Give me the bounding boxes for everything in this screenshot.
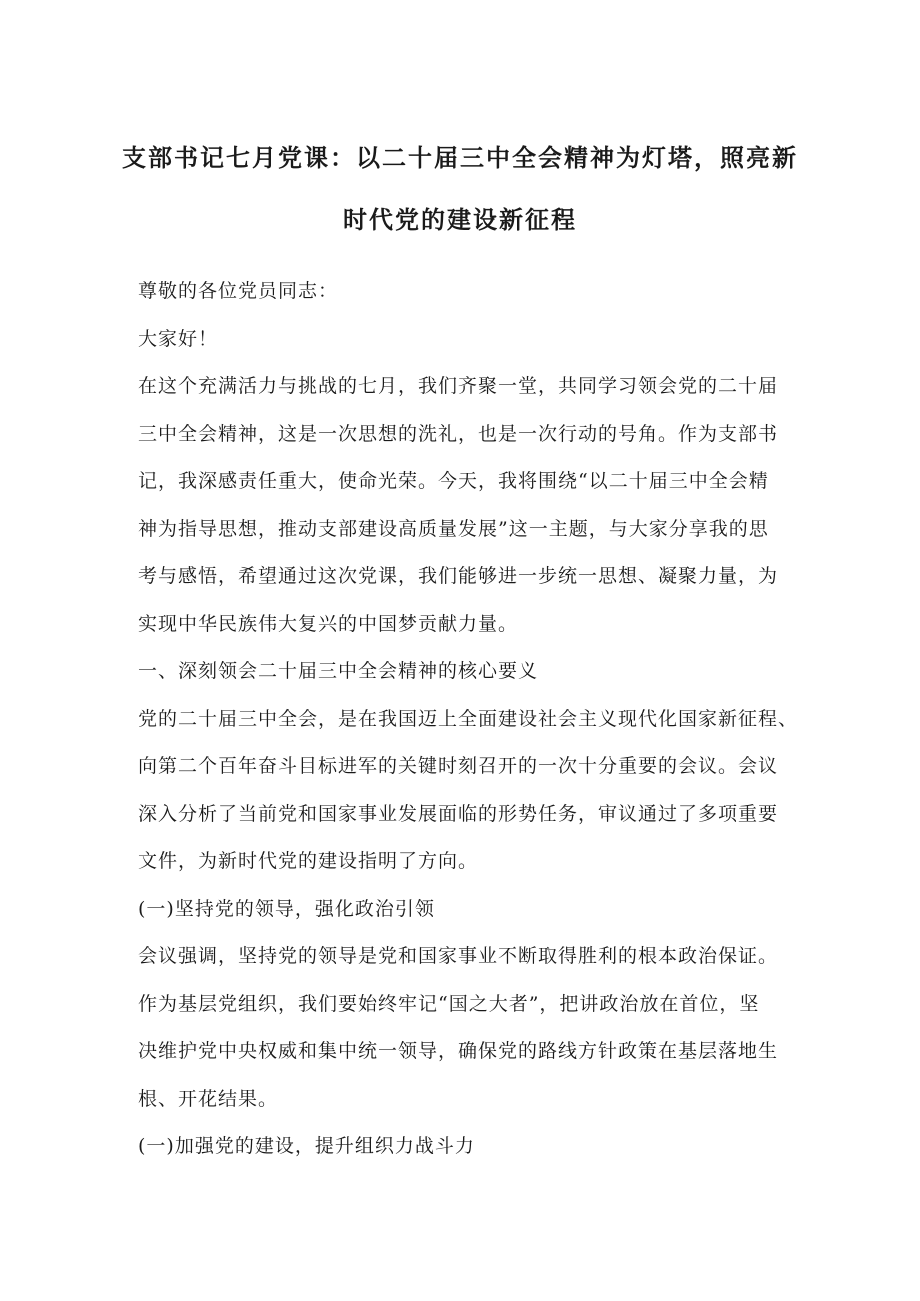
section-heading: 一、深刻领会二十届三中全会精神的核心要义 — [138, 660, 539, 682]
paragraph-line: 文件，为新时代党的建设指明了方向。 — [138, 850, 479, 872]
paragraph-line: 向第二个百年奋斗目标进军的关键时刻召开的一次十分重要的会议。会议 — [138, 755, 779, 777]
paragraph-line: 在这个充满活力与挑战的七月，我们齐聚一堂，共同学习领会党的二十届 — [138, 375, 779, 397]
paragraph-line: 三中全会精神，这是一次思想的洗礼，也是一次行动的号角。作为支部书 — [138, 422, 779, 445]
paragraph-line: 考与感悟，希望通过这次党课，我们能够进一步统一思想、凝聚力量，为 — [138, 565, 779, 587]
salutation: 尊敬的各位党员同志： — [138, 280, 339, 302]
paragraph-line: 作为基层党组织，我们要始终牢记“国之大者”，把讲政治放在首位，坚 — [138, 992, 760, 1015]
paragraph-line: 实现中华民族伟大复兴的中国梦贡献力量。 — [138, 612, 519, 635]
document-title-line-2: 时代党的建设新征程 — [343, 205, 577, 234]
paragraph-line: 深入分析了当前党和国家事业发展面临的形势任务，审议通过了多项重要 — [138, 802, 779, 825]
paragraph-line: 党的二十届三中全会，是在我国迈上全面建设社会主义现代化国家新征程、 — [138, 707, 799, 730]
subsection-heading: (一)加强党的建设，提升组织力战斗力 — [138, 1135, 475, 1157]
paragraph-line: 根、开花结果。 — [138, 1087, 279, 1110]
document-title-line-1: 支部书记七月党课：以二十届三中全会精神为灯塔，照亮新 — [122, 143, 798, 172]
paragraph-line: 记，我深感责任重大，使命光荣。今天，我将围绕“以二十届三中全会精 — [138, 470, 769, 492]
greeting: 大家好！ — [138, 327, 219, 350]
paragraph-line: 会议强调，坚持党的领导是党和国家事业不断取得胜利的根本政治保证。 — [138, 945, 779, 967]
document-body — [138, 268, 798, 1171]
paragraph-line: 决维护党中央权威和集中统一领导，确保党的路线方针政策在基层落地生 — [138, 1040, 779, 1062]
subsection-heading: (一)坚持党的领导，强化政治引领 — [138, 897, 435, 920]
paragraph-line: 神为指导思想，推动支部建设高质量发展”这一主题，与大家分享我的思 — [138, 517, 769, 540]
